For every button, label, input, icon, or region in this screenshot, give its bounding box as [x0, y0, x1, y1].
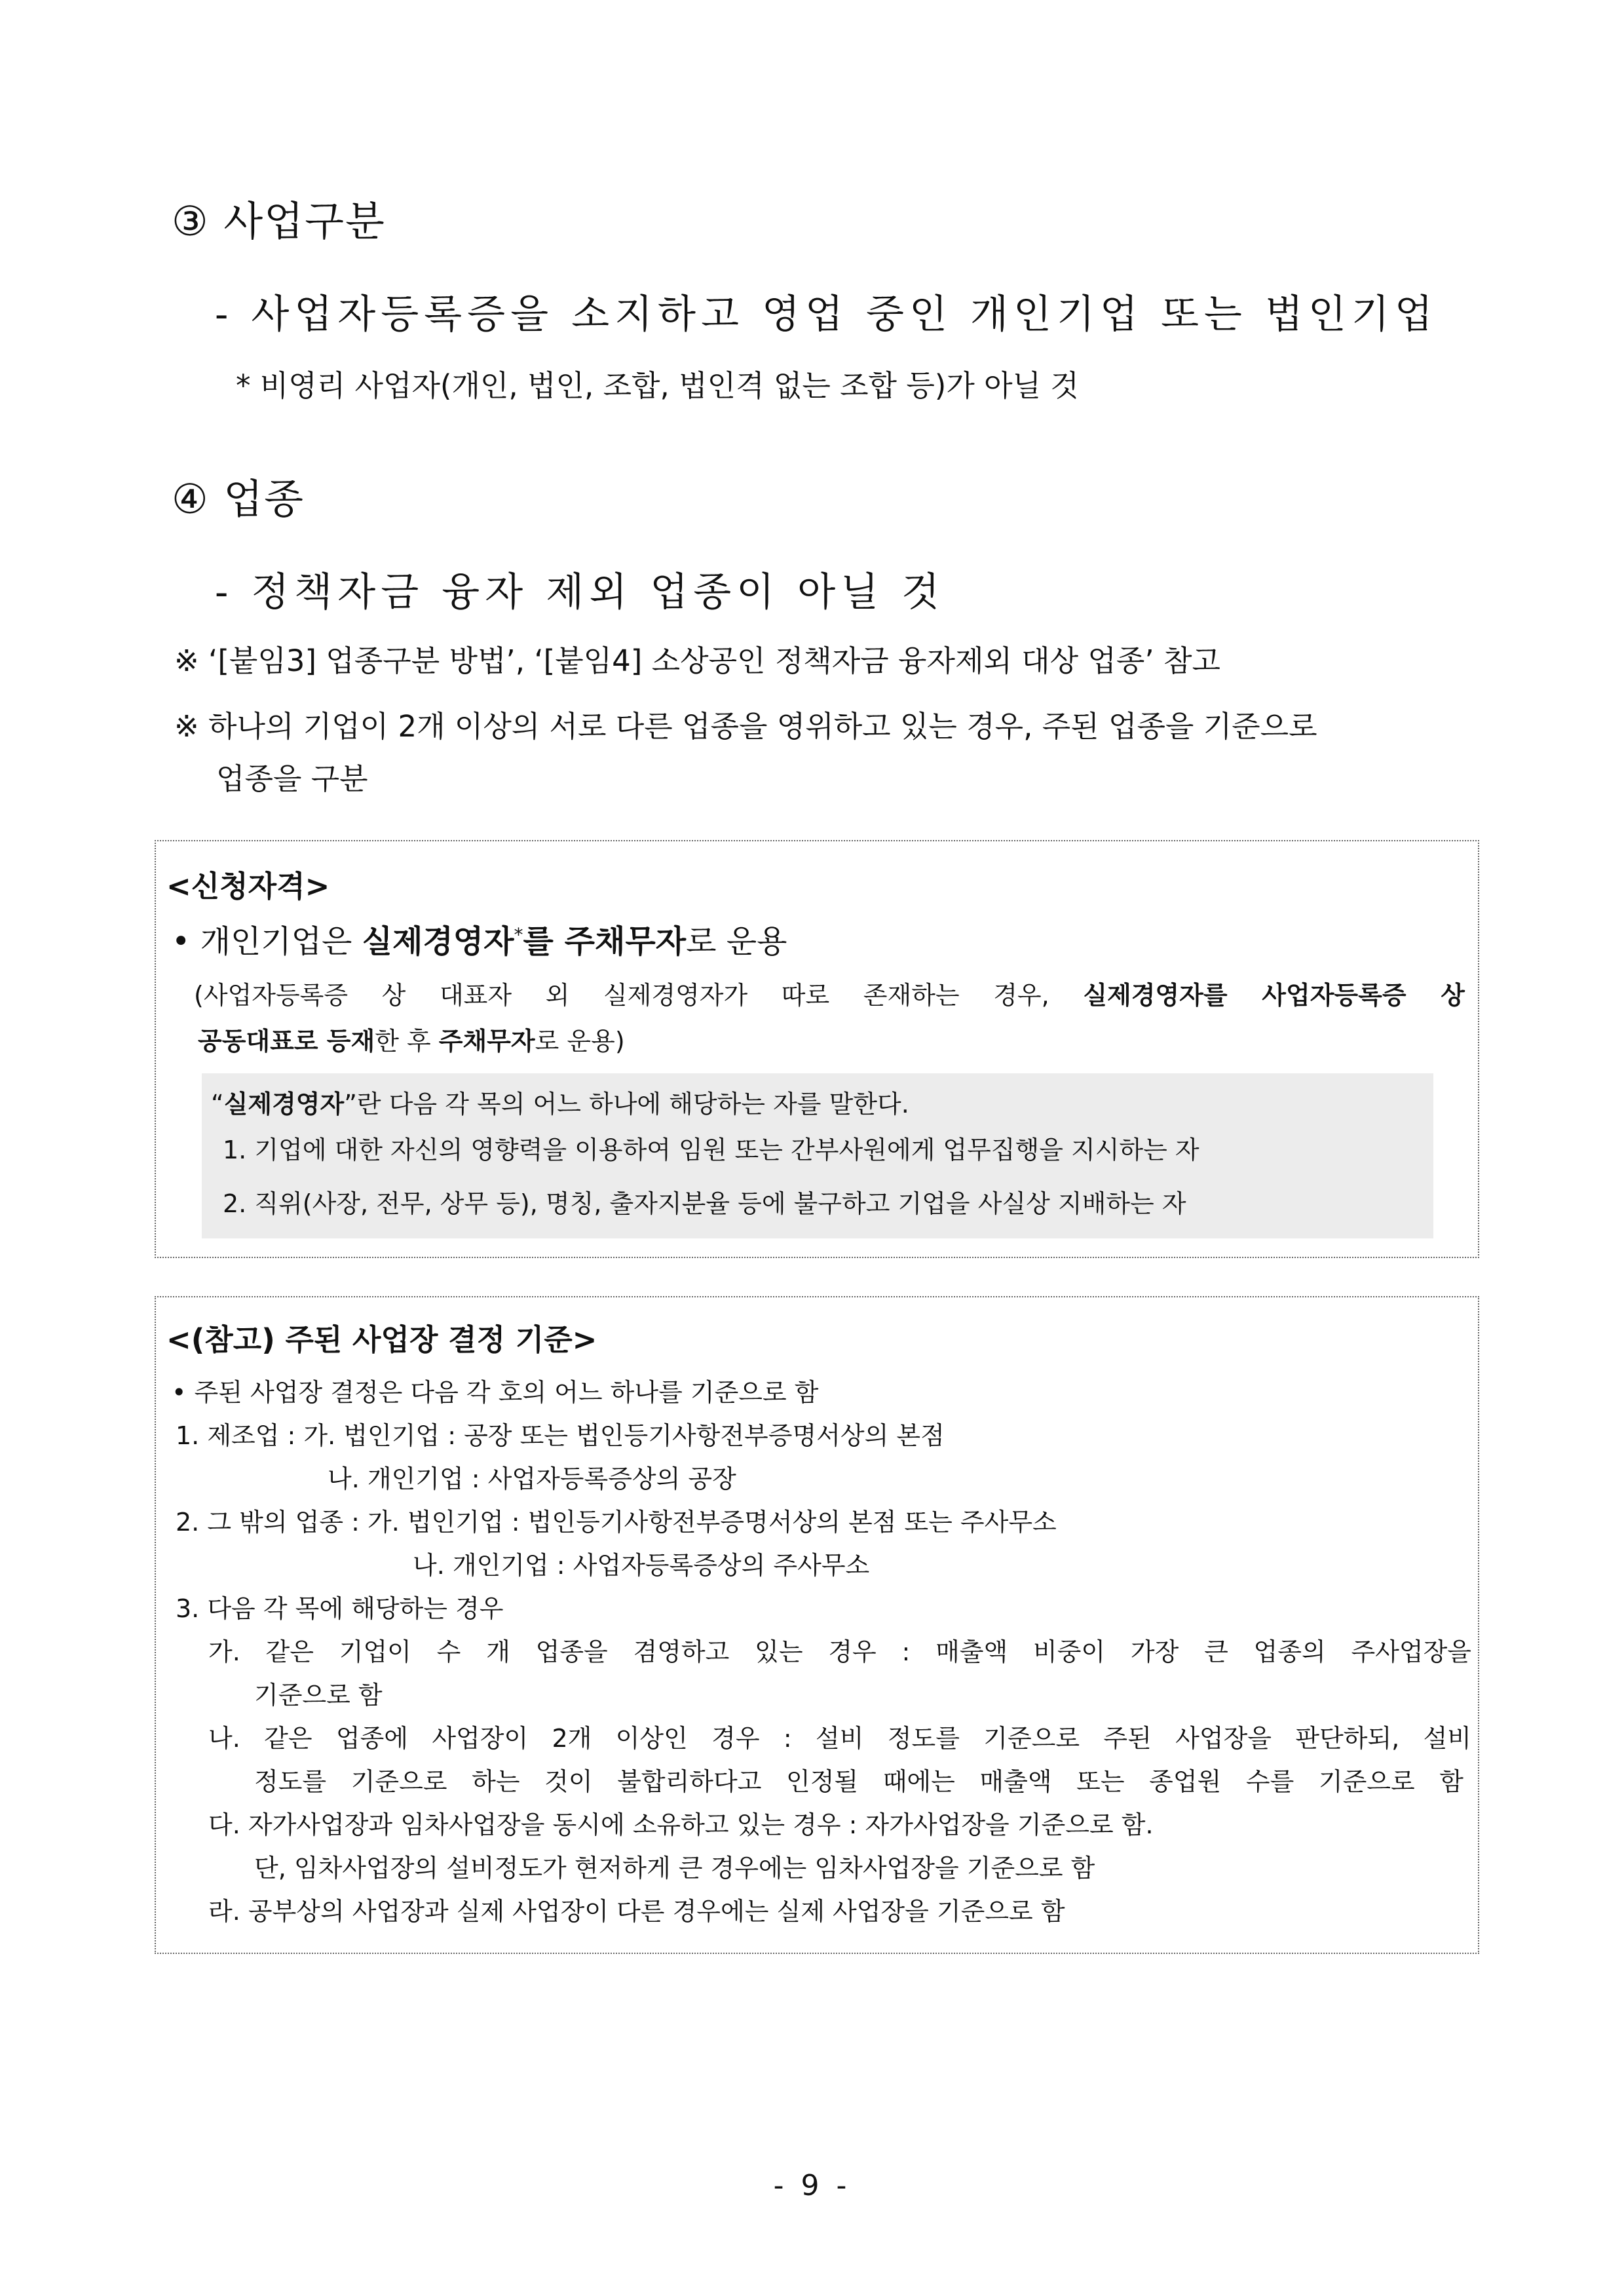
criteria-na-line1-text: 나. 같은 업종에 사업장이 2개 이상인 경우 : 설비 정도를 기준으로 주된 사업장을 판단하되, 설비: [208, 1724, 1471, 1753]
paren-line1-bold: 실제경영자를 사업자등록증 상: [1083, 981, 1465, 1010]
section-3-heading: ③ 사업구분: [172, 197, 386, 245]
section-4-main-industry-note: ※ 하나의 기업이 2개 이상의 서로 다른 업종을 영위하고 있는 경우, 주된 업종을 기준으로: [174, 709, 1317, 744]
criteria-ga-line2: 기준으로 함: [254, 1681, 383, 1710]
criteria-ga-line1: [208, 1632, 1471, 1668]
page-number: - 9 -: [773, 2169, 851, 2202]
criteria-ga-line1-text: 가. 같은 기업이 수 개 업종을 겸영하고 있는 경우 : 매출액 비중이 가장 큰 업종의 주사업장을: [208, 1637, 1471, 1666]
criteria-item-3: 3. 다음 각 목에 해당하는 경우: [176, 1594, 504, 1623]
definition-item-2: 2. 직위(사장, 전무, 상무 등), 명칭, 출자지분율 등에 불구하고 기업을 사실상 지배하는 자: [223, 1189, 1186, 1218]
eligibility-bullet-suffix: 로 운용: [686, 923, 787, 960]
criteria-na-line2: [254, 1761, 1463, 1797]
criteria-other-corp: 2. 그 밖의 업종 : 가. 법인기업 : 법인등기사항전부증명서상의 본점 또는 주사무소: [176, 1508, 1057, 1537]
criteria-manufacturing-corp: 1. 제조업 : 가. 법인기업 : 공장 또는 법인등기사항전부증명서상의 본점: [176, 1421, 945, 1450]
criteria-na-line1: [208, 1718, 1471, 1754]
section-3-dash-line: - 사업자등록증을 소지하고 영업 중인 개인기업 또는 법인기업: [215, 292, 1438, 337]
definition-term: 실제경영자: [223, 1090, 345, 1119]
main-debtor-term: 를 주채무자: [523, 923, 687, 960]
criteria-intro: • 주된 사업장 결정은 다음 각 호의 어느 하나를 기준으로 함: [172, 1378, 819, 1407]
section-4-main-industry-note-cont: 업종을 구분: [216, 761, 368, 796]
section-4-dash-line: - 정책자금 융자 제외 업종이 아닐 것: [215, 569, 945, 615]
footnote-star: *: [514, 924, 523, 946]
paren-line2-suffix: 로 운용): [535, 1027, 625, 1056]
eligibility-title: <신청자격>: [166, 869, 330, 904]
eligibility-bullet-prefix: • 개인기업은: [172, 923, 362, 960]
definition-heading: [211, 1084, 909, 1120]
paren-line2-plain: 한 후: [375, 1027, 439, 1056]
definition-open-quote: “: [211, 1090, 224, 1119]
criteria-other-individual: 나. 개인기업 : 사업자등록증상의 주사무소: [413, 1551, 870, 1580]
eligibility-paren-line1: [194, 975, 1465, 1011]
main-site-criteria-title: <(참고) 주된 사업장 결정 기준>: [166, 1322, 597, 1357]
paren-line1-plain: (사업자등록증 상 대표자 외 실제경영자가 따로 존재하는 경우,: [194, 981, 1084, 1010]
criteria-ra: 라. 공부상의 사업장과 실제 사업장이 다른 경우에는 실제 사업장을 기준으로 함: [208, 1897, 1065, 1926]
definition-item-1: 1. 기업에 대한 자신의 영향력을 이용하여 임원 또는 간부사원에게 업무집행을 지시하는 자: [223, 1136, 1199, 1164]
section-4-reference-note: ※ ‘[붙임3] 업종구분 방법’, ‘[붙임4] 소상공인 정책자금 융자제외 대상 업종’ 참고: [174, 643, 1220, 678]
eligibility-bullet: [172, 916, 787, 961]
section-4-heading: ④ 업종: [172, 475, 305, 523]
main-debtor-term-2: 주채무자: [438, 1027, 535, 1056]
criteria-manufacturing-individual: 나. 개인기업 : 사업자등록증상의 공장: [328, 1464, 736, 1493]
eligibility-paren-line2: [198, 1021, 625, 1057]
criteria-da-line2: 단, 임차사업장의 설비정도가 현저하게 큰 경우에는 임차사업장을 기준으로 함: [254, 1854, 1095, 1883]
actual-manager-term: 실제경영자: [362, 923, 514, 960]
joint-representative-term: 공동대표로 등재: [198, 1027, 375, 1056]
section-3-note: * 비영리 사업자(개인, 법인, 조합, 법인격 없는 조합 등)가 아닐 것: [236, 368, 1079, 403]
definition-rest: ”란 다음 각 목의 어느 하나에 해당하는 자를 말한다.: [344, 1090, 909, 1119]
criteria-na-line2-text: 정도를 기준으로 하는 것이 불합리하다고 인정될 때에는 매출액 또는 종업원 수를 기준으로 함: [254, 1767, 1463, 1796]
criteria-da-line1: 다. 자가사업장과 임차사업장을 동시에 소유하고 있는 경우 : 자가사업장을 기준으로 함.: [208, 1810, 1154, 1839]
